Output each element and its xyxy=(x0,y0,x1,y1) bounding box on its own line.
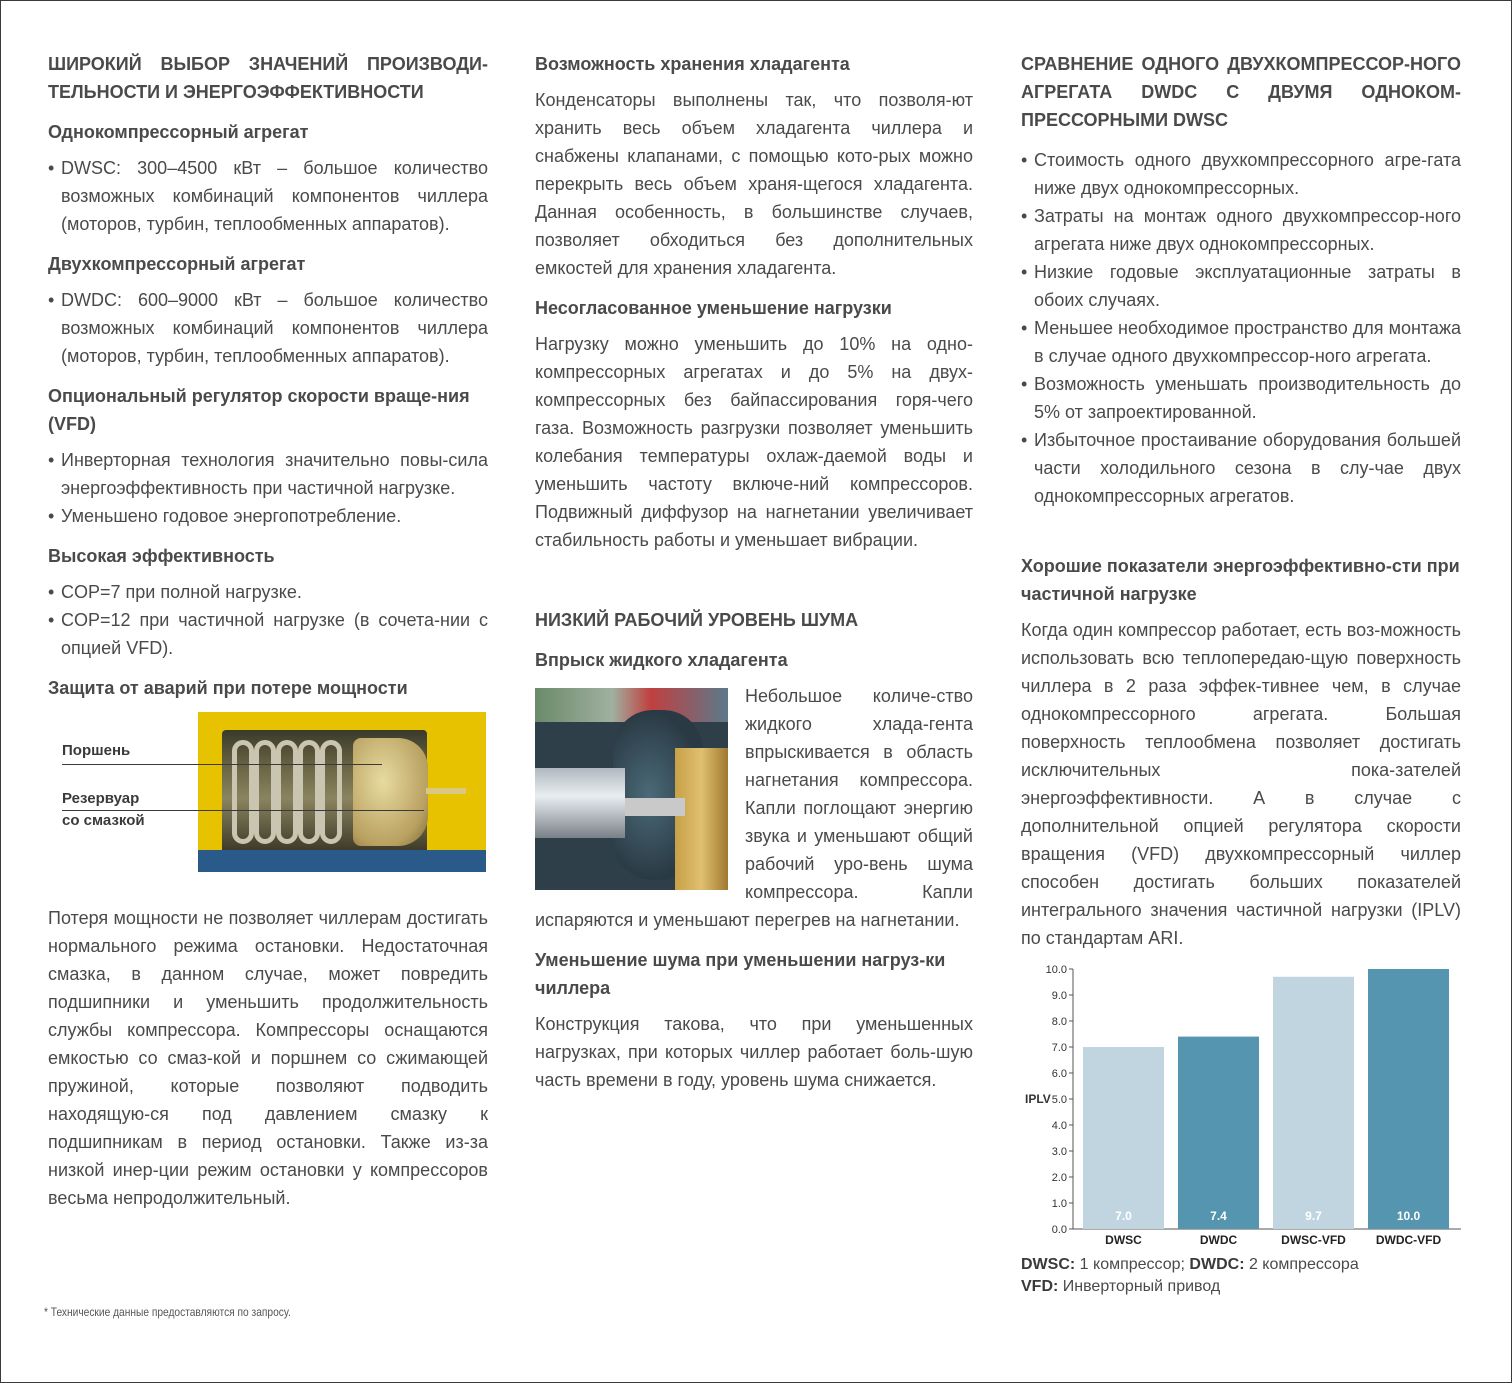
list-item xyxy=(1021,370,1461,426)
bullet-icon: • xyxy=(48,290,55,310)
y-tick-label: 0.0 xyxy=(1051,1224,1067,1236)
list-item xyxy=(1021,202,1461,258)
subhead-refrigerant-storage: Возможность хранения хладагента xyxy=(535,54,850,74)
bar-value-label: 9.7 xyxy=(1305,1209,1322,1223)
list-item xyxy=(1021,258,1461,314)
section-title-noise: НИЗКИЙ РАБОЧИЙ УРОВЕНЬ ШУМА xyxy=(535,610,859,630)
chart-legend-2: VFD: Инверторный привод xyxy=(1021,1278,1221,1295)
leader-line-piston xyxy=(62,764,382,765)
list-item xyxy=(48,502,488,530)
list-item-text: COP=7 при полной нагрузке. xyxy=(61,582,302,602)
piston-photo xyxy=(198,712,486,872)
list-item xyxy=(1021,146,1461,202)
subhead-dual-compressor: Двухкомпрессорный агрегат xyxy=(48,254,306,274)
list-item xyxy=(48,286,488,370)
bar xyxy=(1368,969,1449,1229)
subhead-single-compressor: Однокомпрессорный агрегат xyxy=(48,122,309,142)
bullet-icon: • xyxy=(1021,206,1028,226)
list-dual-compressor xyxy=(48,286,488,370)
bullet-icon: • xyxy=(48,506,55,526)
subhead-high-efficiency: Высокая эффективность xyxy=(48,546,275,566)
x-category-label: DWDC xyxy=(1199,1233,1238,1247)
chart-legend-1: DWSC: 1 компрессор; DWDC: 2 компрессора xyxy=(1021,1256,1359,1273)
list-item-text: Низкие годовые эксплуатационные затраты в обоих случаях. xyxy=(1034,262,1461,310)
list-high-efficiency xyxy=(48,578,488,662)
list-vfd xyxy=(48,446,488,530)
bar-value-label: 7.4 xyxy=(1210,1209,1227,1223)
paragraph-noise-reduction: Конструкция такова, что при уменьшенных нагрузках, при которых чиллер работает боль-шую часть времени в году, уровень шума снижается. xyxy=(535,1014,973,1090)
subhead-load-reduction: Несогласованное уменьшение нагрузки xyxy=(535,298,892,318)
column-right xyxy=(1021,50,1461,1298)
list-item xyxy=(48,578,488,606)
paragraph-load-reduction: Нагрузку можно уменьшить до 10% на одно-компрессорных агрегатах и до 5% на двух-компрессорных без байпассирования горя-чего газа. Возможность разгрузки позволяет уменьшить колебания температуры охлаж-даемой воды и уменьшить частоту включе-ний компрессоров. Подвижный диффузор на нагнетании увеличивает стабильность работы и уменьшает вибрации. xyxy=(535,334,973,550)
section-title-comparison: СРАВНЕНИЕ ОДНОГО ДВУХКОМПРЕССОР-НОГО АГРЕГАТА DWDC С ДВУМЯ ОДНОКОМ-ПРЕССОРНЫМИ DWSC xyxy=(1021,54,1461,130)
bar xyxy=(1273,977,1354,1229)
column-left xyxy=(48,50,488,1224)
paragraph-partial-load: Когда один компрессор работает, есть воз-можность использовать всю теплопередаю-щую поверхность чиллера в 2 раза эффек-тивнее чем, в случае однокомпрессорного агрегата. Большая поверхность теплообмена позволяет достигать исключительных пока-зателей энергоэффективности. А в случае с дополнительной опцией регулятора скорости вращения (VFD) двухкомпрессорный чиллер способен достигать больших показателей интегрального значения частичной нагрузки (IPLV) по стандартам ARI. xyxy=(1021,620,1461,948)
bullet-icon: • xyxy=(1021,430,1028,450)
bar-value-label: 10.0 xyxy=(1396,1209,1421,1223)
bullet-icon: • xyxy=(1021,374,1028,394)
list-item-text: Инверторная технология значительно повы-сила энергоэффективность при частичной нагрузке. xyxy=(61,450,488,498)
subhead-liquid-injection: Впрыск жидкого хладагента xyxy=(535,650,788,670)
list-item-text: Затраты на монтаж одного двухкомпрессор-ного агрегата ниже двух однокомпрессорных. xyxy=(1034,206,1461,254)
footnote: * Технические данные предоставляются по запросу. xyxy=(44,1305,291,1319)
list-item-text: Избыточное простаивание оборудования большей части холодильного сезона в слу-чае двух однокомпрессорных агрегатов. xyxy=(1034,430,1461,506)
list-item xyxy=(1021,314,1461,370)
bar-value-label: 7.0 xyxy=(1115,1209,1132,1223)
y-tick-label: 6.0 xyxy=(1051,1068,1067,1080)
bullet-icon: • xyxy=(1021,150,1028,170)
bullet-icon: • xyxy=(48,158,55,178)
x-category-label: DWSC xyxy=(1105,1233,1142,1247)
list-item-text: DWDC: 600–9000 кВт – большое количество возможных комбинаций компонентов чиллера (моторов, турбин, теплообменных аппаратов). xyxy=(61,290,488,366)
bullet-icon: • xyxy=(1021,262,1028,282)
bar xyxy=(1178,1037,1259,1229)
y-tick-label: 4.0 xyxy=(1051,1120,1067,1132)
list-item-text: Меньшее необходимое пространство для монтажа в случае одного двухкомпрессор-ного агрегата. xyxy=(1034,318,1461,366)
bar xyxy=(1083,1047,1164,1229)
list-item-text: COP=12 при частичной нагрузке (в сочета-нии с опцией VFD). xyxy=(61,610,488,658)
bullet-icon: • xyxy=(48,582,55,602)
list-item xyxy=(1021,426,1461,510)
x-category-label: DWDC-VFD xyxy=(1375,1233,1442,1247)
list-item xyxy=(48,606,488,662)
list-item-text: Уменьшено годовое энергопотребление. xyxy=(61,506,402,526)
paragraph-refrigerant-storage: Конденсаторы выполнены так, что позволя-ют хранить весь объем хладагента чиллера и снабжены клапанами, с помощью кото-рых можно перекрыть весь объем храня-щегося хладагента. Данная особенность, в большинстве случаев, позволяет обходиться без дополнительных емкостей для хранения хладагента. xyxy=(535,90,973,278)
bullet-icon: • xyxy=(48,450,55,470)
paragraph-power-loss: Потеря мощности не позволяет чиллерам достигать нормального режима остановки. Недостаточная смазка, в данном случае, может повредить подшипники и уменьшить продолжительность службы компрессора. Компрессоры оснащаются емкостью со смаз-кой и поршнем со сжимающей пружиной, которые позволяют подводить находящую-ся под давлением смазку к подшипникам в период остановки. Также из-за низкой инер-ции режим остановки у компрессоров весьма непродолжительный. xyxy=(48,908,488,1208)
y-tick-label: 8.0 xyxy=(1051,1016,1067,1028)
compressor-photo xyxy=(535,688,728,890)
list-item-text: Стоимость одного двухкомпрессорного агре-гата ниже двух однокомпрессорных. xyxy=(1034,150,1461,198)
y-tick-label: 3.0 xyxy=(1051,1146,1067,1158)
subhead-partial-load: Хорошие показатели энергоэффективно-сти при частичной нагрузке xyxy=(1021,556,1460,604)
list-item xyxy=(48,154,488,238)
list-item xyxy=(48,446,488,502)
label-reservoir: Резервуар xyxy=(62,790,140,807)
y-tick-label: 1.0 xyxy=(1051,1198,1067,1210)
y-tick-label: 5.0 xyxy=(1051,1094,1067,1106)
label-lubricant: со смазкой xyxy=(62,812,145,829)
piston-figure xyxy=(48,710,488,886)
bullet-icon: • xyxy=(1021,318,1028,338)
paragraph-liquid-injection: Небольшое количе-ство жидкого хлада-гента впрыскивается в область нагнетания компрессора. Капли поглощают энергию звука и уменьшают общий рабочий уро-вень шума компрессора. Капли испаряются и уменьшают перегрев на нагнетании. xyxy=(535,686,973,930)
list-item-text: Возможность уменьшать производительность до 5% от запроектированной. xyxy=(1034,374,1461,422)
bullet-icon: • xyxy=(48,610,55,630)
subhead-vfd: Опциональный регулятор скорости враще-ния (VFD) xyxy=(48,386,470,434)
iplv-bar-chart xyxy=(1021,964,1461,1254)
column-middle xyxy=(535,50,973,1106)
section-title-range: ШИРОКИЙ ВЫБОР ЗНАЧЕНИЙ ПРОИЗВОДИ-ТЕЛЬНОСТИ И ЭНЕРГОЭФФЕКТИВНОСТИ xyxy=(48,54,488,102)
chart-svg xyxy=(1021,964,1461,1254)
x-category-label: DWSC-VFD xyxy=(1281,1233,1346,1247)
label-piston: Поршень xyxy=(62,742,131,759)
y-tick-label: 10.0 xyxy=(1045,964,1067,976)
list-comparison xyxy=(1021,146,1461,510)
subhead-power-loss: Защита от аварий при потере мощности xyxy=(48,678,408,698)
y-tick-label: 2.0 xyxy=(1051,1172,1067,1184)
subhead-noise-reduction: Уменьшение шума при уменьшении нагруз-ки чиллера xyxy=(535,950,946,998)
y-tick-label: 7.0 xyxy=(1051,1042,1067,1054)
list-item-text: DWSC: 300–4500 кВт – большое количество возможных комбинаций компонентов чиллера (моторов, турбин, теплообменных аппаратов). xyxy=(61,158,488,234)
list-single-compressor xyxy=(48,154,488,238)
y-tick-label: 9.0 xyxy=(1051,990,1067,1002)
y-axis-label: IPLV xyxy=(1025,1092,1051,1106)
